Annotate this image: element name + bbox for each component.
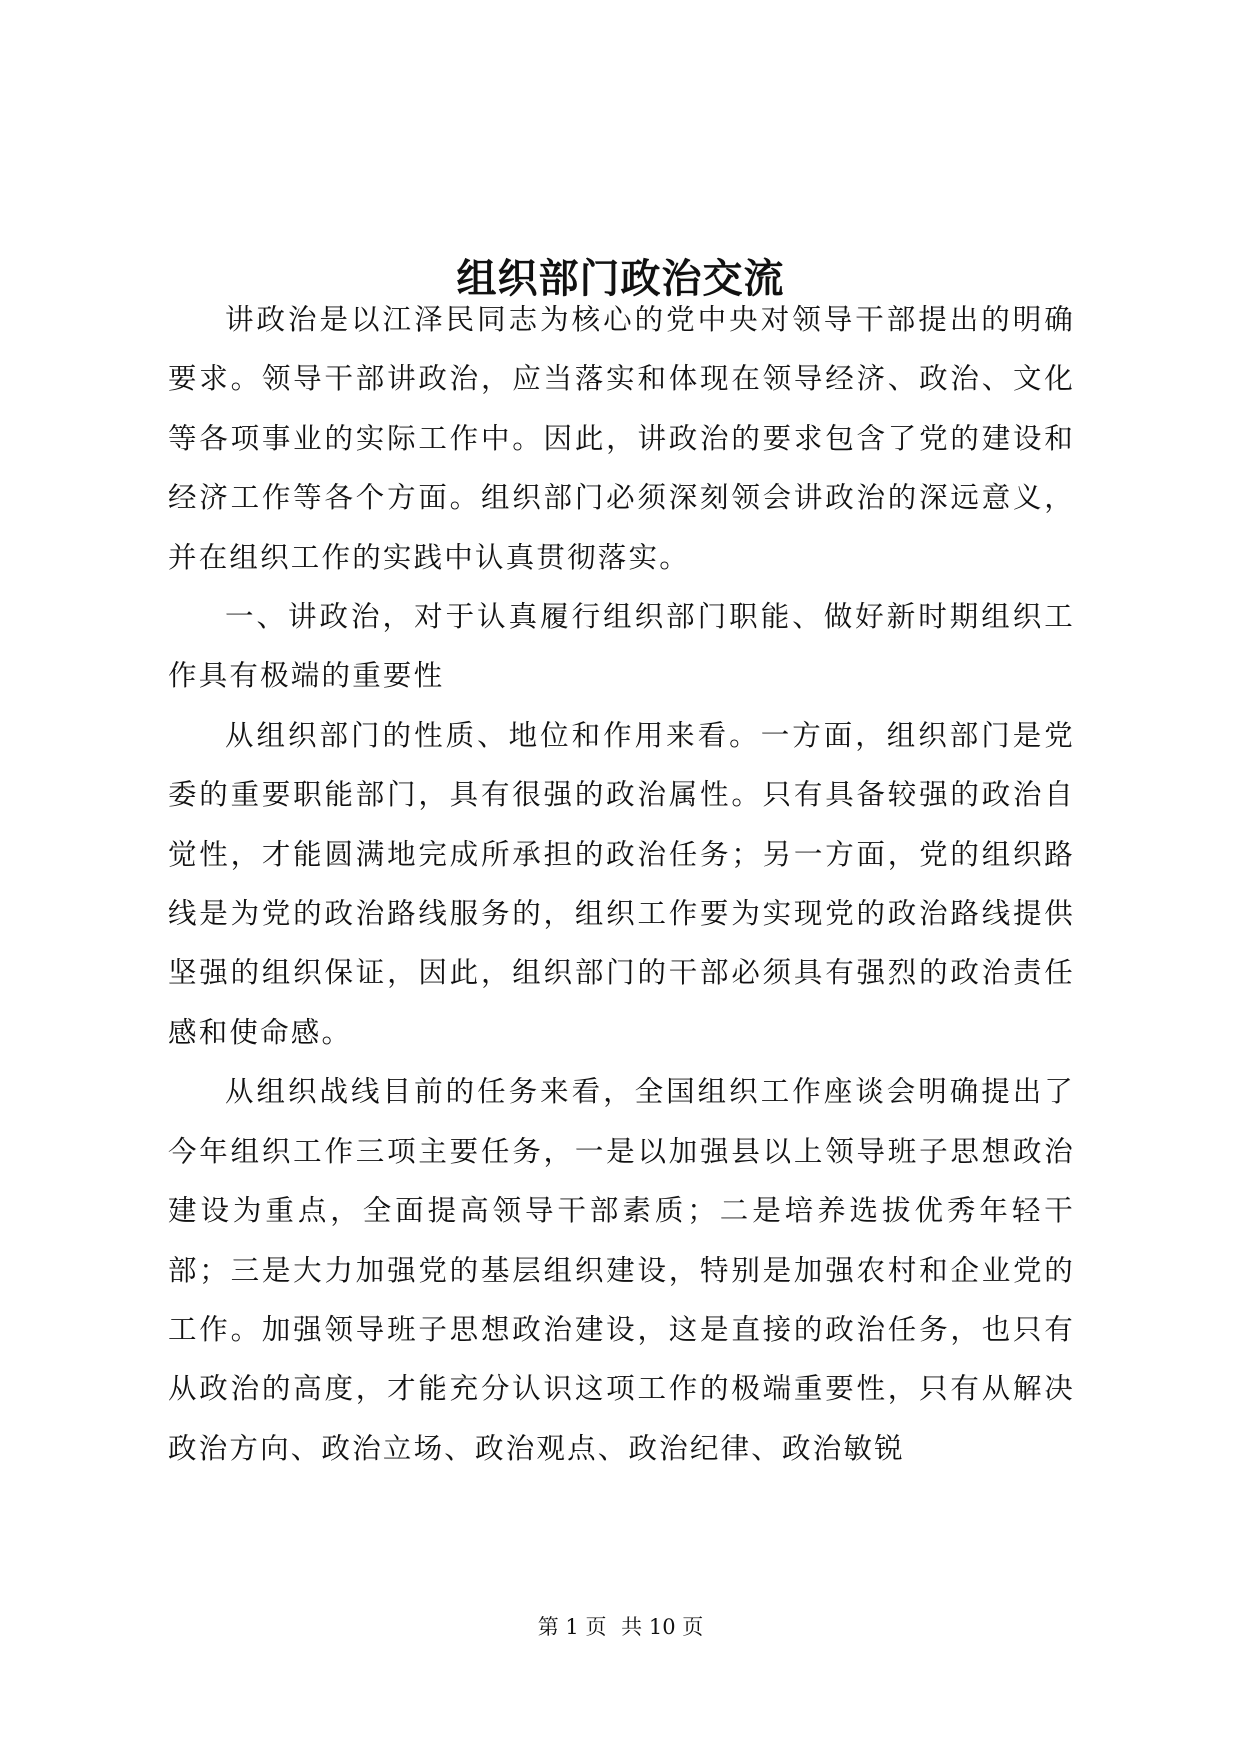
page-number: 第 1 页 bbox=[537, 1615, 607, 1639]
page-footer bbox=[0, 1612, 1241, 1642]
page-total: 共 10 页 bbox=[621, 1615, 704, 1639]
paragraph-department-nature: 从组织部门的性质、地位和作用来看。一方面，组织部门是党委的重要职能部门，具有很强的政治属性。只有具备较强的政治自觉性，才能圆满地完成所承担的政治任务；另一方面，党的组织路线是为党的政治路线服务的，组织工作要为实现党的政治路线提供坚强的组织保证，因此，组织部门的干部必须具有强烈的政治责任感和使命感。 bbox=[168, 718, 1075, 1049]
document-body bbox=[168, 290, 1075, 1478]
document-title: 组织部门政治交流 bbox=[456, 254, 785, 302]
paragraph-intro: 讲政治是以江泽民同志为核心的党中央对领导干部提出的明确要求。领导干部讲政治，应当落实和体现在领导经济、政治、文化等各项事业的实际工作中。因此，讲政治的要求包含了党的建设和经济工作等各个方面。组织部门必须深刻领会讲政治的深远意义，并在组织工作的实践中认真贯彻落实。 bbox=[168, 303, 1075, 574]
paragraph-current-tasks: 从组织战线目前的任务来看，全国组织工作座谈会明确提出了今年组织工作三项主要任务，一是以加强县以上领导班子思想政治建设为重点，全面提高领导干部素质；二是培养选拔优秀年轻干部；三是大力加强党的基层组织建设，特别是加强农村和企业党的工作。加强领导班子思想政治建设，这是直接的政治任务，也只有从政治的高度，才能充分认识这项工作的极端重要性，只有从解决政治方向、政治立场、政治观点、政治纪律、政治敏锐 bbox=[168, 1075, 1075, 1465]
paragraph-section-heading: 一、讲政治，对于认真履行组织部门职能、做好新时期组织工作具有极端的重要性 bbox=[168, 600, 1075, 693]
